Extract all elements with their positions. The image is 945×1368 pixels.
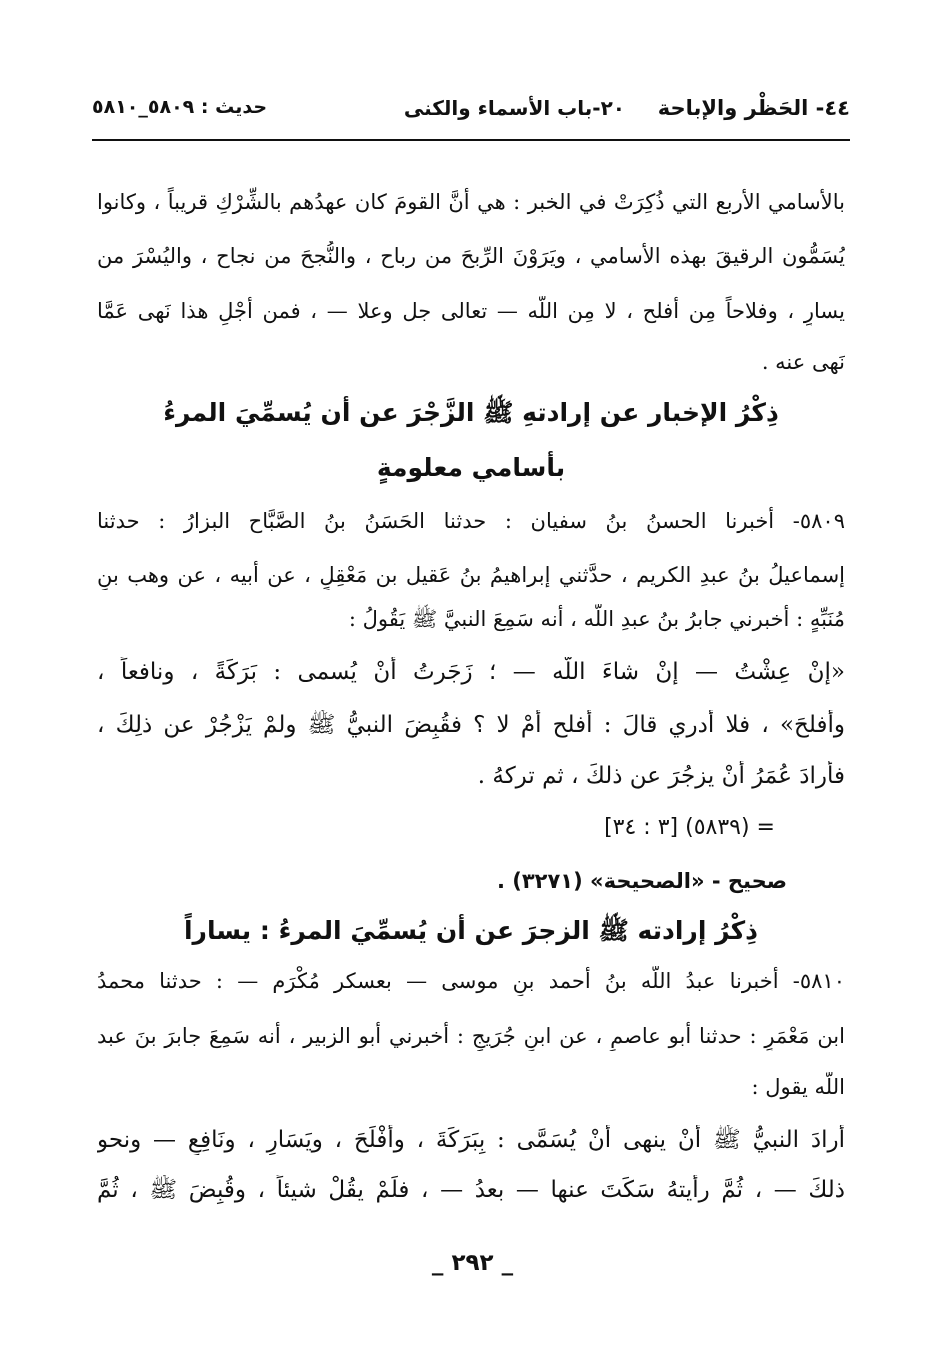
hadith-matn-line: فأرادَ عُمَرُ أنْ يزجُرَ عن ذلكَ ، ثم تركهُ . — [477, 763, 845, 789]
hadith-matn-line: «إنْ عِشْتُ — إنْ شاءَ اللّه — ؛ زَجَرتُ أنْ يُسمى : بَرَكَةً ، ونافعاً ، — [97, 659, 845, 685]
page-number: _ ٢٩٢ _ — [431, 1250, 514, 1276]
hadith-isnad-line: اللّه يقول : — [751, 1075, 845, 1099]
paragraph-line: بالأسامي الأربع التي ذُكِرَتْ في الخبر : هي أنَّ القومَ كان عهدُهم بالشِّرْكِ قريباً ، وكانوا — [97, 190, 845, 214]
header-divider — [92, 139, 850, 141]
section-title: ٢٠-باب الأسماء والكنى — [403, 96, 625, 120]
hadith-isnad-line: ٥٨٠٩- أخبرنا الحسنُ بنُ سفيان : حدثنا الحَسَنُ بنُ الصَّبَّاح البزارُ : حدثنا — [97, 509, 845, 533]
section-heading: ذِكْرُ إرادته ﷺ الزجرَ عن أن يُسمِّيَ المرءُ : يساراً — [183, 916, 759, 945]
running-header — [92, 96, 850, 130]
hadith-isnad-line: إسماعيلُ بنُ عبدِ الكريم ، حدَّثني إبراهيمُ بنُ عَقيل بن مَعْقِلٍ ، عن أبيه ، عن وهب بنِ — [97, 563, 845, 587]
hadith-range: حديث : ٥٨٠٩_٥٨١٠ — [92, 96, 268, 118]
hadith-isnad-line: ابن مَعْمَرٍ : حدثنا أبو عاصمٍ ، عن ابنِ جُرَيجٍ : أخبرني أبو الزبير ، أنه سَمِعَ جابرَ بنَ عبد — [97, 1024, 845, 1048]
section-heading-continued: بأسامي معلومةٍ — [376, 453, 566, 482]
hadith-matn-line: وأفلحَ» ، فلا أدري قالَ : أفلح أمْ لا ؟ فقُبِضَ النبيُّ ﷺ ولمْ يَزْجُرْ عن ذلِكَ ، — [97, 712, 845, 738]
hadith-isnad-line: ٥٨١٠- أخبرنا عبدُ اللّه بنُ أحمد بنِ موسى — بعسكر مُكْرَم — : حدثنا محمدُ — [97, 969, 845, 993]
hadith-matn-line: ذلكَ — ، ثُمَّ رأيتهُ سَكَتَ عنها — بعدُ — ، فلَمْ يقُلْ شيئاً ، وقُبِضَ ﷺ ، ثُمَّ — [97, 1177, 845, 1203]
chapter-title: ٤٤- الحَظْر والإباحة — [657, 96, 850, 120]
section-heading: ذِكْرُ الإخبار عن إرادتهِ ﷺ الزَّجْرَ عن أن يُسمِّيَ المرءُ — [163, 398, 779, 427]
hadith-grade: صحيح - «الصحيحة» (٣٢٧١) . — [496, 869, 787, 893]
hadith-isnad-line: مُنَبِّهٍ : أخبرني جابرُ بنُ عبدِ اللّه ، أنه سَمِعَ النبيَّ ﷺ يَقُولُ : — [348, 607, 845, 631]
hadith-matn-line: أرادَ النبيُّ ﷺ أنْ ينهى أنْ يُسَمَّى : بِبَرَكَةَ ، وأَفْلَحَ ، ويَسَارٍ ، ونَافِعٍ — ونحو — [97, 1127, 845, 1153]
cross-reference: = (٥٨٣٩) [٣ : ٣٤] — [604, 815, 775, 840]
paragraph-line: يسارٍ ، وفلاحاً مِن أفلح ، لا مِن اللّه — تعالى جل وعلا — ، فمن أجْلِ هذا نَهى عَمَّا — [97, 299, 845, 323]
paragraph-line: يُسَمُّون الرقيقَ بهذه الأسامي ، ويَرَوْنَ الرِّبحَ من رباح ، والنُّجحَ من نجاح ، واليُسْرَ من — [97, 244, 845, 268]
paragraph-line: نَهى عنه . — [761, 350, 845, 374]
